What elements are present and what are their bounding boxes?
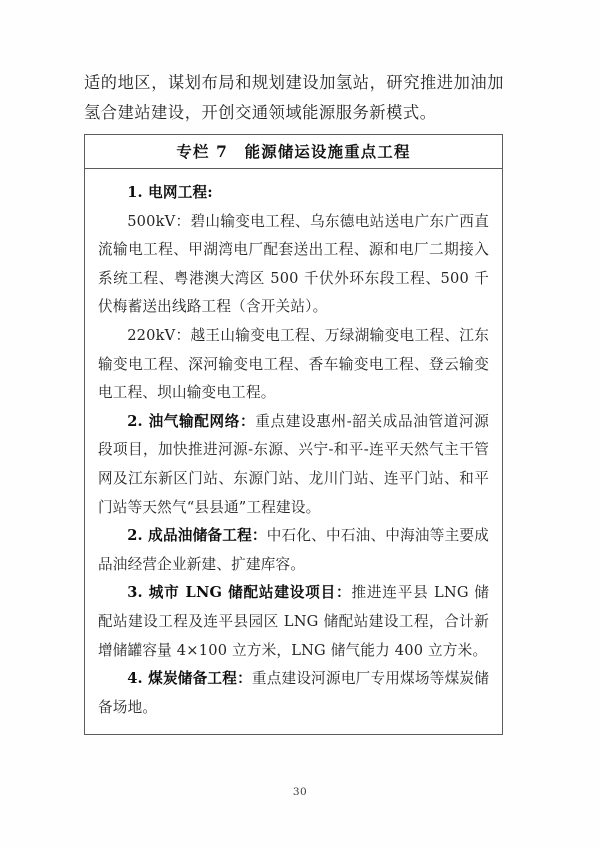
section-coal-reserve-number: 4. bbox=[127, 670, 143, 688]
section-lng-station-body: 推进连平县 LNG 储配站建设工程及连平县园区 LNG 储配站建设工程，合计新增储罐容量 4×100 立方米，LNG 储气能力 400 立方米。 bbox=[98, 584, 490, 659]
section-refined-oil-reserve-number: 2. bbox=[127, 527, 143, 545]
intro-paragraph: 适的地区，谋划布局和规划建设加氢站，研究推进加油加氢合建站建设，开创交通领域能源服务新模式。 bbox=[84, 73, 504, 122]
section-oil-gas-network-number: 2. bbox=[127, 412, 143, 430]
section-paragraph-500kv: 500kV：碧山输变电工程、乌东德电站送电广东广西直流输电工程、甲湖湾电厂配套送出工程、源和电厂二期接入系统工程、粤港澳大湾区 500 千伏外环东段工程、500 千伏梅蓄送出线路工程（含开关站）。 bbox=[98, 212, 489, 316]
section-coal-reserve bbox=[98, 665, 489, 722]
feature-box-body bbox=[85, 169, 502, 734]
intro-paragraph-block bbox=[84, 68, 504, 128]
section-coal-reserve-title: 煤炭储备工程： bbox=[148, 670, 252, 688]
feature-box-callout bbox=[84, 134, 503, 735]
section-oil-gas-network bbox=[98, 408, 489, 522]
section-oil-gas-network-body: 重点建设惠州-韶关成品油管道河源段项目，加快推进河源-东源、兴宁-和平-连平天然气主干管网及江东新区门站、东源门站、龙川门站、连平门站、和平门站等天然气“县县通”工程建设。 bbox=[98, 412, 489, 516]
section-coal-reserve-body: 重点建设河源电厂专用煤场等煤炭储备场地。 bbox=[98, 670, 489, 716]
section-refined-oil-reserve-body: 中石化、中石油、中海油等主要成品油经营企业新建、扩建库容。 bbox=[98, 527, 489, 573]
page-number: 30 bbox=[292, 786, 308, 798]
feature-box-title: 专栏 7 能源储运设施重点工程 bbox=[85, 135, 502, 169]
section-lng-station bbox=[98, 579, 489, 665]
section-lng-station-title: 城市 LNG 储配站建设项目： bbox=[148, 584, 352, 602]
section-heading-power-grid-text: 1. 电网工程: bbox=[127, 184, 213, 201]
section-lng-station-number: 3. bbox=[127, 584, 143, 602]
section-heading-power-grid bbox=[98, 179, 489, 208]
section-oil-gas-network-title: 油气输配网络： bbox=[148, 412, 256, 430]
section-refined-oil-reserve-title: 成品油储备工程： bbox=[148, 527, 267, 545]
section-paragraph-220kv: 220kV：越王山输变电工程、万绿湖输变电工程、江东输变电工程、深河输变电工程、香车输变电工程、登云输变电工程、坝山输变电工程。 bbox=[98, 326, 489, 402]
section-refined-oil-reserve bbox=[98, 522, 489, 579]
